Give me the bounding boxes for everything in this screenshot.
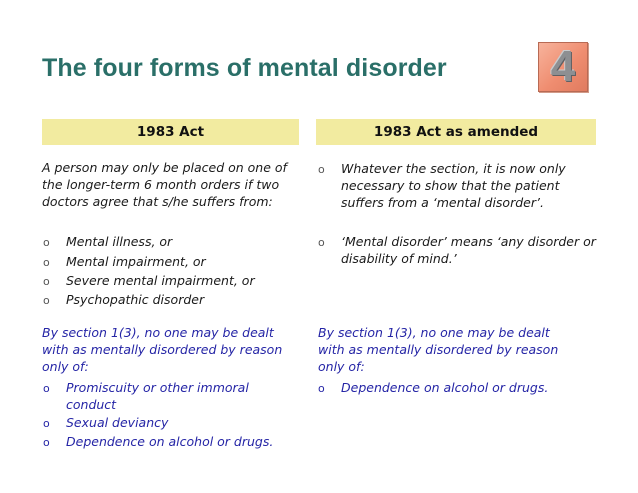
bullet-icon: o [43,256,50,269]
left-intro-text: A person may only be placed on one of the longer-term 6 month orders if two doctors agree that s/he suffers from: [42,160,287,209]
right-exclusion-item: Dependence on alcohol or drugs. [341,380,549,395]
right-column-header: 1983 Act as amended [316,119,596,145]
page-title: The four forms of mental disorder [42,54,447,82]
badge-digit: 4 [550,42,576,91]
left-list-item: Mental impairment, or [66,254,206,269]
left-exclusion-item: Dependence on alcohol or drugs. [66,434,274,449]
bullet-icon: o [43,275,50,288]
right-list-item: ‘Mental disorder’ means ‘any disorder or disability of mind.’ [341,234,596,266]
left-list-item: Severe mental impairment, or [66,273,255,288]
bullet-icon: o [43,294,50,307]
bullet-icon: o [43,382,50,395]
left-list-item: Mental illness, or [66,234,173,249]
right-list-item: Whatever the section, it is now only necessary to show that the patient suffers from a ‘mental disorder’. [341,161,566,210]
left-column-header: 1983 Act [42,119,299,145]
number-four-icon [538,42,588,92]
bullet-icon: o [318,236,325,249]
bullet-icon: o [318,382,325,395]
left-exclusion-item: Promiscuity or other immoral conduct [66,380,249,412]
bullet-icon: o [43,417,50,430]
left-section-note: By section 1(3), no one may be dealt with as mentally disordered by reason only of: [42,325,283,374]
left-exclusion-item: Sexual deviancy [66,415,169,430]
bullet-icon: o [43,236,50,249]
bullet-icon: o [43,436,50,449]
left-list-item: Psychopathic disorder [66,292,205,307]
bullet-icon: o [318,163,325,176]
right-section-note: By section 1(3), no one may be dealt with as mentally disordered by reason only of: [318,325,559,374]
